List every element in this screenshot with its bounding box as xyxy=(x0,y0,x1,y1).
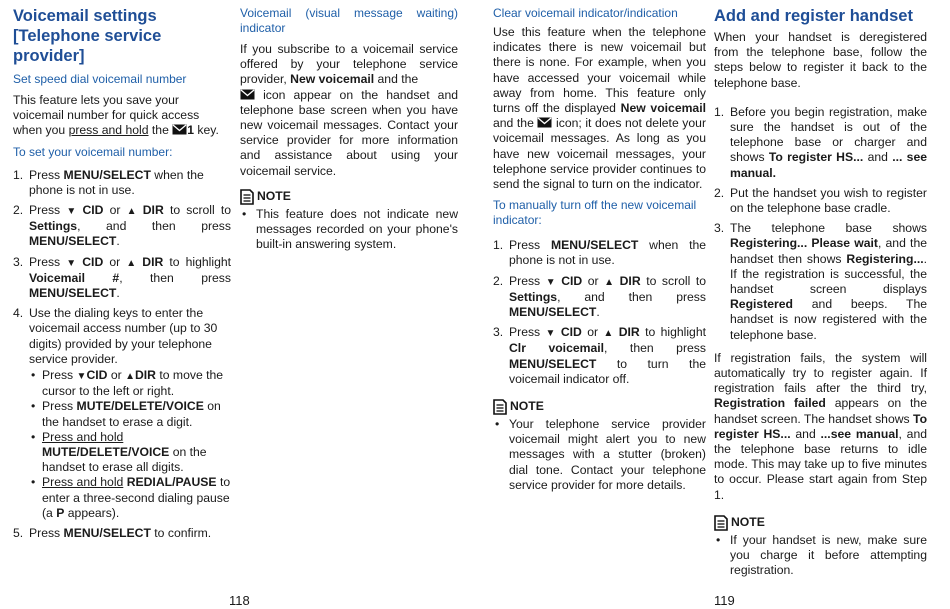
note-list xyxy=(493,417,706,493)
manual-off-steps xyxy=(493,238,706,387)
to-set-heading: To set your voicemail number: xyxy=(13,144,173,159)
down-triangle-icon: ▼ xyxy=(66,257,77,269)
bullet-erase-digit: • Press MUTE/DELETE/VOICE on the handset to erase a digit. xyxy=(29,399,231,429)
vmwi-paragraph: If you subscribe to a voicemail service offered by your telephone service provider, New voicemail and the icon appear on the handset and telephone base screen when you have new voicemail messages. Contact your service provider for more information and assistance about using your voicemail service. xyxy=(240,42,458,178)
speed-dial-intro: This feature lets you save your voicemail number for quick access when you press and hold the 1 key. xyxy=(13,93,219,138)
register-fail-paragraph: If registration fails, the system will automatically try to register again. If registration fails after the third try, Registration failed appears on the handset screen. The handset shows To register HS... and ...see manual, and the telephone base returns to idle mode. This may take up to five minutes to occur. Please start again from Step 1. xyxy=(714,350,928,502)
note-icon xyxy=(714,515,728,531)
voicemail-envelope-icon xyxy=(240,89,255,100)
up-triangle-icon: ▲ xyxy=(603,328,614,340)
title-line-2: [Telephone service provider] xyxy=(13,27,162,65)
step-2: 2. Press ▼ CID or ▲ DIR to scroll to Settings, and then press MENU/SELECT. xyxy=(13,203,232,249)
step-4-bullets xyxy=(29,368,231,521)
up-triangle-icon: ▲ xyxy=(125,371,135,383)
note-item: • Your telephone service provider voicemail might alert you to new messages with a stutter (broken) dial tone. Contact your telephone service provider for more details. xyxy=(493,417,706,493)
note-icon xyxy=(493,399,507,415)
step-3: 3. Press ▼ CID or ▲ DIR to highlight Voicemail #, then press MENU/SELECT. xyxy=(13,254,232,301)
bullet-erase-all: • Press and hold MUTE/DELETE/VOICE on the handset to erase all digits. xyxy=(29,430,231,476)
step-2: 2. Put the handset you wish to register on the telephone base cradle. xyxy=(714,185,927,216)
step-1: 1. Press MENU/SELECT when the phone is not in use. xyxy=(493,238,707,268)
vmwi-heading: Voicemail (visual message waiting) indicator xyxy=(240,6,458,35)
page-number-right: 119 xyxy=(714,593,735,608)
step-2: 2. Press ▼ CID or ▲ DIR to scroll to Settings, and then press MENU/SELECT. xyxy=(493,273,707,320)
step-4: 4. Use the dialing keys to enter the voicemail access number (up to 30 digits) provided by your telephone service provider. • Press ▼CID or ▲DIR to move the cursor to the left or right. • Press MUTE/DELETE/VOICE on the handset to erase a digit. • Press and hold MUTE/DELETE/VOICE on the handset to erase all digits. • Press and hold REDIAL/PAUSE to enter a three-second dialing pause (a P appears). xyxy=(13,306,231,521)
column-voicemail-settings xyxy=(13,6,231,546)
step-5: 5. Press MENU/SELECT to confirm. xyxy=(13,526,212,541)
up-triangle-icon: ▲ xyxy=(604,276,615,288)
title-line-1: Voicemail settings xyxy=(13,7,157,25)
note-icon xyxy=(240,189,254,205)
speed-dial-heading: Set speed dial voicemail number xyxy=(13,72,187,86)
set-voicemail-steps xyxy=(13,168,231,542)
clear-paragraph: Use this feature when the telephone indicates there is new voicemail but there is none. For example, when you have accessed your voicemail while away from home. This feature only turns off the displayed New voicemail and the icon; it does not delete your voicemail messages. As long as you have new voicemail messages, your telephone service provider continues to send the signal to turn on the indicator. xyxy=(493,25,706,192)
up-triangle-icon: ▲ xyxy=(126,257,137,269)
down-triangle-icon: ▼ xyxy=(545,328,556,340)
note-item: • This feature does not indicate new messages recorded on your phone's built-in answering system. xyxy=(240,207,458,253)
note-item: • If your handset is new, make sure you charge it before attempting registration. xyxy=(714,533,927,579)
step-3: 3. The telephone base shows Registering... Please wait, and the handset then shows Registering.... If the registration is successful, the handset screen displays Registered and beeps. The handset is now registered with the telephone base. xyxy=(714,221,927,342)
bullet-move-cursor: • Press ▼CID or ▲DIR to move the cursor to the left or right. xyxy=(29,368,231,399)
column-clear-indicator xyxy=(493,6,706,493)
step-3: 3. Press ▼ CID or ▲ DIR to highlight Clr voicemail, then press MENU/SELECT to turn the voicemail indicator off. xyxy=(493,325,706,386)
note-list xyxy=(240,207,458,253)
section-title: Add and register handset xyxy=(714,7,913,25)
manual-off-heading: To manually turn off the new voicemail indicator: xyxy=(493,198,697,228)
down-triangle-icon: ▼ xyxy=(545,276,556,288)
note-heading: NOTE xyxy=(493,399,706,415)
clear-heading: Clear voicemail indicator/indication xyxy=(493,6,678,20)
down-triangle-icon: ▼ xyxy=(76,371,87,383)
voicemail-envelope-icon xyxy=(537,117,552,128)
register-intro: When your handset is deregistered from the telephone base, follow the steps below to register it back to the telephone base. xyxy=(714,30,927,90)
voicemail-envelope-icon xyxy=(172,124,187,135)
column-vmwi xyxy=(240,6,458,252)
page-number-left: 118 xyxy=(229,593,250,608)
note-heading: NOTE xyxy=(240,189,458,205)
register-steps xyxy=(714,105,927,343)
down-triangle-icon: ▼ xyxy=(66,206,77,218)
column-add-register xyxy=(714,6,927,579)
page-title xyxy=(13,6,231,66)
note-list xyxy=(714,533,927,579)
step-1: 1. Before you begin registration, make sure the handset is out of the telephone base or charger and shows To register HS... and ... see manual. xyxy=(714,104,928,180)
step-1: 1. Press MENU/SELECT when the phone is not in use. xyxy=(13,167,204,197)
bullet-pause: • Press and hold REDIAL/PAUSE to enter a three-second dialing pause (a P appears). xyxy=(29,475,231,521)
note-heading: NOTE xyxy=(714,515,927,531)
up-triangle-icon: ▲ xyxy=(126,206,137,218)
